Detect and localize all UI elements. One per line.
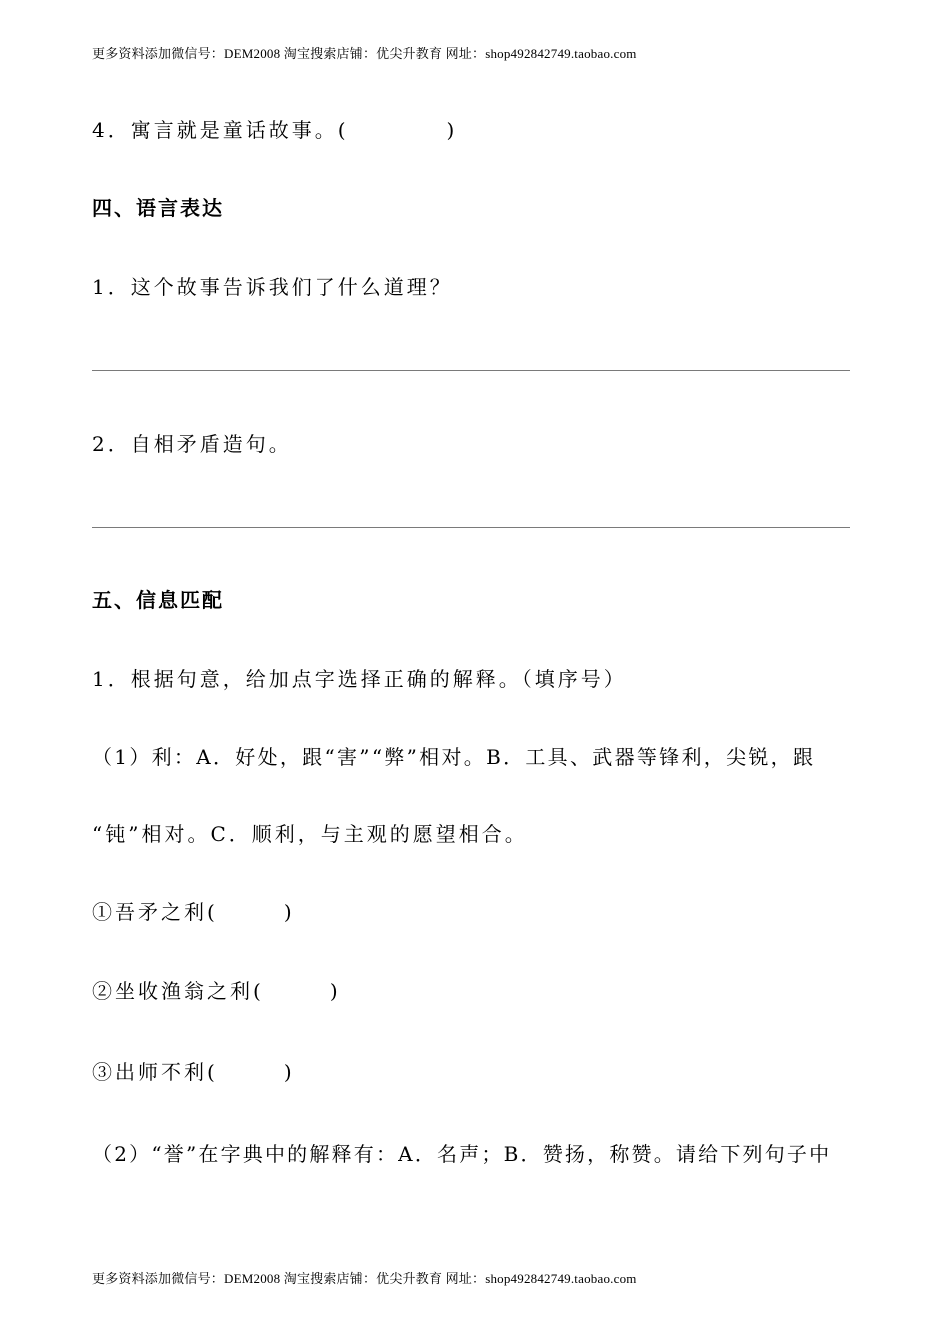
item-1-text: ①吾矛之利( — [92, 900, 218, 924]
list-item — [92, 975, 341, 1004]
page-header: 更多资料添加微信号：DEM2008 淘宝搜索店铺：优尖升教育 网址：shop492842749.taobao.com — [92, 46, 637, 61]
page-footer: 更多资料添加微信号：DEM2008 淘宝搜索店铺：优尖升教育 网址：shop492842749.taobao.com — [92, 1271, 637, 1286]
item-3-text: ③出师不利( — [92, 1060, 218, 1084]
item-2-text: ②坐收渔翁之利( — [92, 979, 264, 1003]
answer-line-4-2[interactable] — [92, 527, 850, 528]
question-5-1-part2-line1: （2）“誉”在字典中的解释有：A．名声；B．赞扬，称赞。请给下列句子中 — [92, 1142, 832, 1166]
item-3-close: ) — [283, 1060, 295, 1084]
question-5-1-part1-line1: （1）利：A．好处，跟“害”“弊”相对。B．工具、武器等锋利，尖锐，跟 — [92, 745, 816, 769]
question-4-1: 1．这个故事告诉我们了什么道理？ — [92, 275, 453, 299]
question-4-2: 2．自相矛盾造句。 — [92, 432, 292, 456]
answer-line-4-1[interactable] — [92, 370, 850, 371]
question-3-4-text: 4．寓言就是童话故事。( — [92, 118, 349, 142]
section-5-title: 五、信息匹配 — [92, 588, 224, 612]
question-5-1: 1．根据句意，给加点字选择正确的解释。（填序号） — [92, 667, 627, 691]
item-1-close: ) — [283, 900, 295, 924]
question-5-1-part1-line2: “钝”相对。C．顺利，与主观的愿望相合。 — [92, 822, 528, 846]
item-2-close: ) — [329, 979, 341, 1003]
question-3-4-close: ) — [446, 118, 458, 142]
question-3-4 — [92, 114, 457, 143]
section-4-title: 四、语言表达 — [92, 196, 224, 220]
list-item — [92, 896, 295, 925]
list-item — [92, 1056, 295, 1085]
